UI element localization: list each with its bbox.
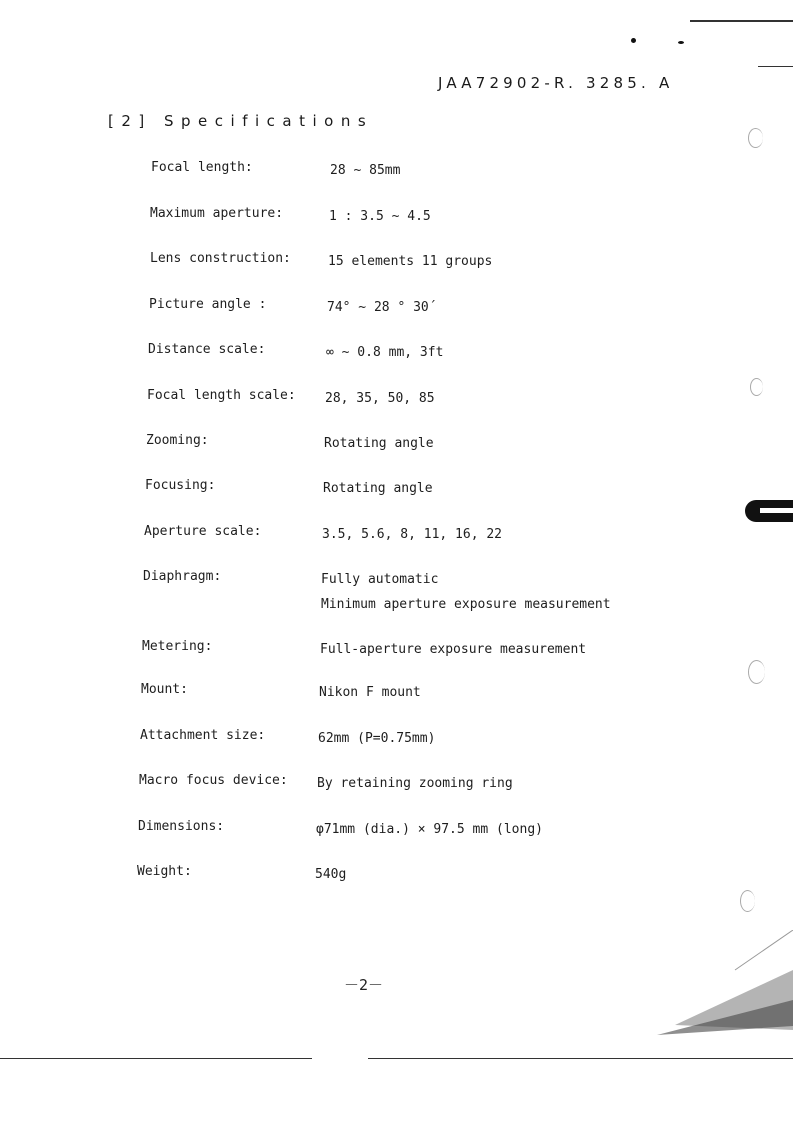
spec-label-focal-length: Focal length: <box>151 160 253 175</box>
spec-value-weight: 540g <box>315 867 347 882</box>
spec-value-focusing: Rotating angle <box>323 481 433 496</box>
scan-shadow-bottom-right <box>655 930 793 1040</box>
section-heading: [2] Specifications <box>108 112 374 130</box>
spec-value-diaphragm: Fully automatic Minimum aperture exposure measurement <box>321 572 611 612</box>
spec-label-diaphragm: Diaphragm: <box>143 569 222 584</box>
spec-value-lens-construction: 15 elements 11 groups <box>328 254 493 269</box>
scan-line-top-right <box>690 20 793 22</box>
scan-line-top-right-2 <box>758 66 793 67</box>
document-code: JAA72902-R. 3285. A <box>438 74 674 92</box>
spec-label-weight: Weight: <box>137 864 192 879</box>
spec-label-maximum-aperture: Maximum aperture: <box>150 206 284 221</box>
spec-value-picture-angle: 74° ~ 28 ° 30´ <box>327 300 437 315</box>
scan-line-bottom-left <box>0 1058 312 1059</box>
scan-speck <box>631 38 636 43</box>
spec-value-maximum-aperture: 1 : 3.5 ~ 4.5 <box>329 209 431 224</box>
spec-label-focusing: Focusing: <box>145 478 216 493</box>
spec-label-distance-scale: Distance scale: <box>148 342 266 357</box>
spec-label-aperture-scale: Aperture scale: <box>144 524 262 539</box>
binder-hole-mark <box>748 660 765 684</box>
spec-value-distance-scale: ∞ ~ 0.8 mm, 3ft <box>326 345 444 360</box>
binder-hole-mark <box>748 128 763 148</box>
spec-label-attachment-size: Attachment size: <box>140 728 266 743</box>
scan-line-bottom-right <box>368 1058 793 1059</box>
spec-label-focal-length-scale: Focal length scale: <box>147 388 296 403</box>
spec-value-dimensions: φ71mm (dia.) × 97.5 mm (long) <box>316 822 543 837</box>
spec-label-zooming: Zooming: <box>146 433 209 448</box>
spec-label-mount: Mount: <box>141 682 188 697</box>
page-number: －2－ <box>344 976 384 994</box>
spec-value-metering: Full-aperture exposure measurement <box>320 642 587 657</box>
binder-hole-mark <box>740 890 755 912</box>
spec-value-focal-length-scale: 28, 35, 50, 85 <box>325 391 435 406</box>
scan-speck <box>678 41 684 44</box>
binder-hole-mark <box>750 378 763 396</box>
spec-label-lens-construction: Lens construction: <box>150 251 291 266</box>
spec-label-picture-angle: Picture angle : <box>149 297 267 312</box>
spec-value-mount: Nikon F mount <box>319 685 421 700</box>
binder-clip-mark-inner <box>760 508 793 513</box>
spec-value-zooming: Rotating angle <box>324 436 434 451</box>
spec-value-aperture-scale: 3.5, 5.6, 8, 11, 16, 22 <box>322 527 503 542</box>
spec-label-metering: Metering: <box>142 639 213 654</box>
spec-value-macro-focus-device: By retaining zooming ring <box>317 776 513 791</box>
spec-label-macro-focus-device: Macro focus device: <box>139 773 288 788</box>
spec-value-attachment-size: 62mm (P=0.75mm) <box>318 731 436 746</box>
spec-value-focal-length: 28 ~ 85mm <box>330 163 401 178</box>
spec-label-dimensions: Dimensions: <box>138 819 225 834</box>
